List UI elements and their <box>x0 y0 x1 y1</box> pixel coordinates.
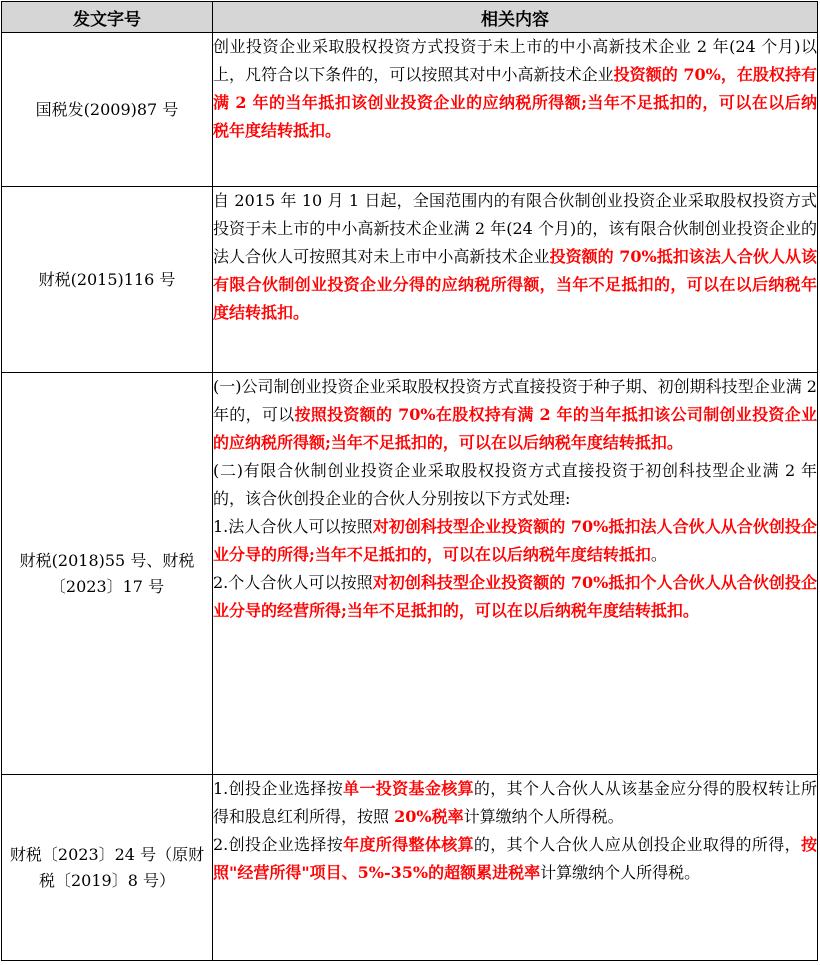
highlighted-text: 对初创科技型企业投资额的 70%抵扣法人合伙人从合伙创投企业分导的所得;当年不足抵扣的，可以在以后纳税年度结转抵扣 <box>213 517 817 564</box>
doc-number-cell: 国税发(2009)87 号 <box>2 33 213 187</box>
body-text: 的，其个人合伙人应从创投企业取得的所得， <box>473 835 801 854</box>
highlighted-text: 按照投资额的 70%在股权持有满 2 年的当年抵扣该公司制创业投资企业的应纳税所得额;当年不足抵扣的，可以在以后纳税年度结转抵扣。 <box>213 405 817 452</box>
highlighted-text: 投资额的 70%，在股权持有满 2 年的当年抵扣该创业投资企业的应纳税所得额;当年不足抵扣的，可以在以后纳税年度结转抵扣。 <box>213 65 817 140</box>
table-header-row <box>2 2 818 33</box>
body-text: 。 <box>650 545 667 564</box>
content-paragraph <box>213 457 817 513</box>
content-paragraph <box>213 569 817 625</box>
highlighted-text: 对初创科技型企业投资额的 70%抵扣个人合伙人从合伙创投企业分导的经营所得;当年不足抵扣的，可以在以后纳税年度结转抵扣。 <box>213 573 817 620</box>
highlighted-text: 20%税率 <box>394 807 464 826</box>
table-row <box>2 33 818 187</box>
body-text: (一)公司制创业投资企业采取股权投资方式直接投资于种子期、初创期科技型企业满 2 年的，可以 <box>213 377 817 424</box>
body-text: 计算缴纳个人所得税。 <box>540 863 701 882</box>
content-cell <box>213 373 818 775</box>
content-cell <box>213 775 818 961</box>
content-paragraph <box>213 187 817 327</box>
content-paragraph <box>213 513 817 569</box>
table-row <box>2 775 818 961</box>
highlighted-text: 年度所得整体核算 <box>343 835 474 854</box>
table-row <box>2 187 818 373</box>
body-text: 的，其个人合伙人从该基金应分得的股权转让所得和股息红利所得，按照 <box>213 779 817 826</box>
body-text: 计算缴纳个人所得税。 <box>463 807 624 826</box>
body-text: 1.法人合伙人可以按照 <box>213 517 373 536</box>
body-text: 1.创投企业选择按 <box>213 779 344 798</box>
doc-number-cell: 财税(2015)116 号 <box>2 187 213 373</box>
body-text: 2.个人合伙人可以按照 <box>213 573 373 592</box>
content-cell <box>213 187 818 373</box>
body-text: 创业投资企业采取股权投资方式投资于未上市的中小高新技术企业 2 年(24 个月)以上，凡符合以下条件的，可以按照其对中小高新技术企业 <box>213 37 817 84</box>
header-doc-number: 发文字号 <box>2 2 213 33</box>
doc-number-cell: 财税(2018)55 号、财税〔2023〕17 号 <box>2 373 213 775</box>
header-content: 相关内容 <box>213 2 818 33</box>
highlighted-text: 按照"经营所得"项目、5%-35%的超额累进税率 <box>213 835 817 882</box>
policy-table <box>1 1 818 961</box>
table-row <box>2 373 818 775</box>
content-paragraph <box>213 775 817 831</box>
body-text: 2.创投企业选择按 <box>213 835 344 854</box>
content-paragraph <box>213 373 817 457</box>
content-cell <box>213 33 818 187</box>
body-text: 自 2015 年 10 月 1 日起，全国范围内的有限合伙制创业投资企业采取股权投资方式投资于未上市的中小高新技术企业满 2 年(24 个月)的，该有限合伙制创业投资企业的法人合伙人可按照其对未上市中小高新技术企业 <box>213 191 817 266</box>
doc-number-cell: 财税〔2023〕24 号（原财税〔2019〕8 号） <box>2 775 213 961</box>
highlighted-text: 单一投资基金核算 <box>343 779 474 798</box>
content-paragraph <box>213 33 817 145</box>
body-text: (二)有限合伙制创业投资企业采取股权投资方式直接投资于初创科技型企业满 2 年的，该合伙创投企业的合伙人分别按以下方式处理: <box>213 461 817 508</box>
highlighted-text: 投资额的 70%抵扣该法人合伙人从该有限合伙制创业投资企业分得的应纳税所得额，当年不足抵扣的，可以在以后纳税年度结转抵扣。 <box>213 247 817 322</box>
content-paragraph <box>213 831 817 887</box>
